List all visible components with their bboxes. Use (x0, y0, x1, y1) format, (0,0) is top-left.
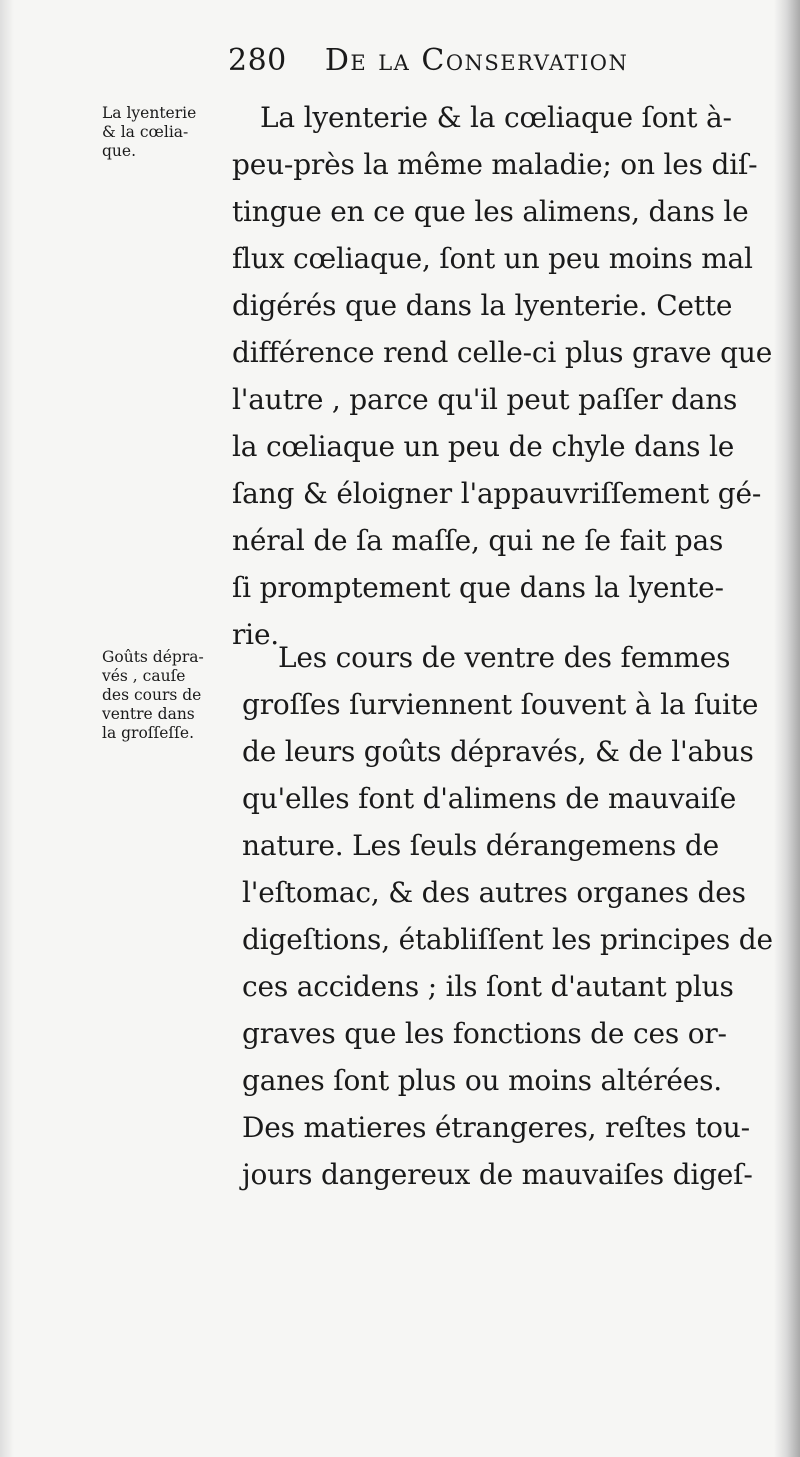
margin-note-line: & la cœlia- (102, 123, 189, 141)
text-line: digeſtions, établiſſent les principes de (242, 923, 773, 956)
margin-note-line: la groſſeſſe. (102, 724, 195, 742)
page-number: 280 (228, 43, 287, 78)
text-line: l'eſtomac, & des autres organes des (242, 876, 746, 909)
margin-note-lyenterie (102, 104, 232, 161)
margin-note-line: La lyenterie (102, 104, 197, 122)
text-line: graves que les fonctions de ces or- (242, 1017, 727, 1050)
text-line: ganes ſont plus ou moins altérées. (242, 1064, 723, 1097)
page-header (228, 38, 688, 88)
text-line: jours dangereux de mauvaiſes digeſ- (242, 1158, 753, 1191)
text-line: La lyenterie & la cœliaque ſont à- (260, 101, 732, 134)
text-line: ces accidens ; ils ſont d'autant plus (242, 970, 734, 1003)
gutter-shadow (0, 0, 14, 1457)
margin-note-line: vés , cauſe (102, 667, 186, 685)
text-line: nature. Les ſeuls dérangemens de (242, 829, 720, 862)
paragraph-cours-de-ventre (242, 634, 773, 1198)
margin-note-line: Goûts dépra- (102, 648, 204, 666)
margin-note-line: que. (102, 142, 137, 160)
text-line: digérés que dans la lyenterie. Cette (232, 289, 733, 322)
text-line: de leurs goûts dépravés, & de l'abus (242, 735, 754, 768)
text-line: néral de ſa maſſe, qui ne ſe fait pas (232, 524, 724, 557)
text-line: l'autre , parce qu'il peut paſſer dans (232, 383, 738, 416)
margin-note-line: ventre dans (102, 705, 195, 723)
margin-note-line: des cours de (102, 686, 202, 704)
text-line: différence rend celle-ci plus grave que (232, 336, 773, 369)
text-line: la cœliaque un peu de chyle dans le (232, 430, 735, 463)
text-line: peu-près la même maladie; on les diſ- (232, 148, 758, 181)
paragraph-lyenterie (232, 94, 773, 658)
text-line: ſang & éloigner l'appauvriſſement gé- (232, 477, 762, 510)
text-line: Des matieres étrangeres, reſtes tou- (242, 1111, 750, 1144)
text-line: qu'elles font d'alimens de mauvaiſe (242, 782, 737, 815)
text-line: Les cours de ventre des femmes (278, 641, 731, 674)
margin-note-gouts-depraves (102, 648, 232, 743)
page-edge-shadow (774, 0, 800, 1457)
text-line: tingue en ce que les alimens, dans le (232, 195, 749, 228)
text-line: flux cœliaque, ſont un peu moins mal (232, 242, 753, 275)
text-line: ſi promptement que dans la lyente- (232, 571, 724, 604)
running-title: De la Conservation (324, 43, 629, 78)
text-line: groſſes ſurviennent ſouvent à la ſuite (242, 688, 759, 721)
text-line: rie. (232, 618, 280, 651)
